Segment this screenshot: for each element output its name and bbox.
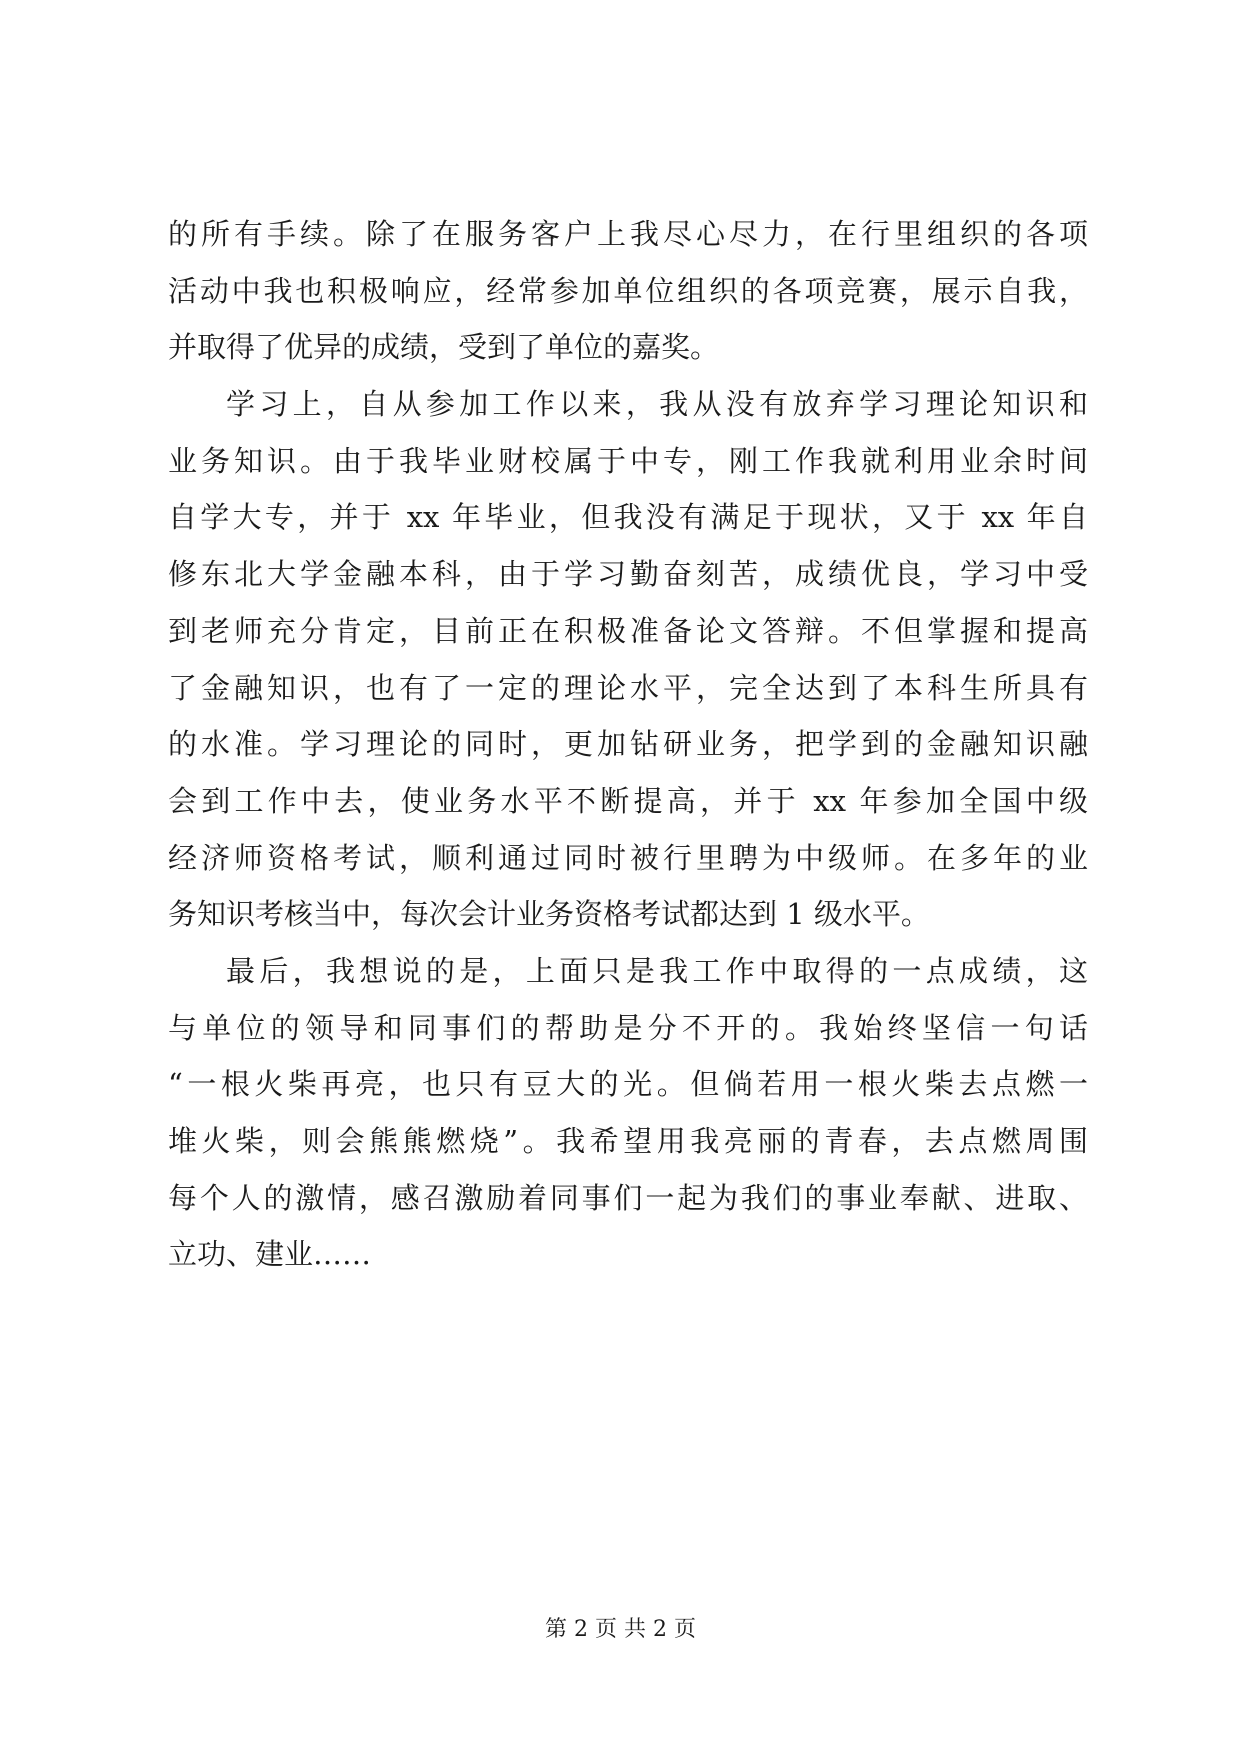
page-footer: 第 2 页 共 2 页 (545, 1617, 696, 1642)
text-line: 业务知识。由于我毕业财校属于中专，刚工作我就利用业余时间 (168, 443, 1088, 478)
document-body (168, 206, 1088, 1283)
text-line: 的所有手续。除了在服务客户上我尽心尽力，在行里组织的各项 (168, 217, 1088, 251)
text-line: 每个人的激情，感召激励着同事们一起为我们的事业奉献、进取、 (168, 1180, 1088, 1215)
text-line: 的水准。学习理论的同时，更加钻研业务，把学到的金融知识融 (168, 727, 1088, 762)
text-line: 修东北大学金融本科，由于学习勤奋刻苦，成绩优良，学习中受 (168, 557, 1088, 592)
text-line: 自学大专，并于 xx 年毕业，但我没有满足于现状，又于 xx 年自 (168, 500, 1088, 535)
text-line: 并取得了优异的成绩，受到了单位的嘉奖。 (168, 330, 720, 365)
text-line: 与单位的领导和同事们的帮助是分不开的。我始终坚信一句话 (168, 1010, 1088, 1045)
text-line: 经济师资格考试，顺利通过同时被行里聘为中级师。在多年的业 (168, 840, 1088, 875)
text-line: 学习上，自从参加工作以来，我从没有放弃学习理论知识和 (226, 387, 1088, 422)
text-line: 立功、建业…… (168, 1237, 372, 1272)
text-line: 活动中我也积极响应，经常参加单位组织的各项竞赛，展示自我， (168, 273, 1088, 308)
text-line: 堆火柴，则会熊熊燃烧”。我希望用我亮丽的青春，去点燃周围 (168, 1124, 1088, 1158)
text-line: 务知识考核当中，每次会计业务资格考试都达到 1 级水平。 (168, 897, 930, 932)
text-line: 最后，我想说的是，上面只是我工作中取得的一点成绩，这 (226, 953, 1088, 988)
text-line: 了金融知识，也有了一定的理论水平，完全达到了本科生所具有 (168, 670, 1088, 705)
text-line: 会到工作中去，使业务水平不断提高，并于 xx 年参加全国中级 (168, 783, 1088, 818)
text-line: “一根火柴再亮，也只有豆大的光。但倘若用一根火柴去点燃一 (168, 1067, 1088, 1102)
text-line: 到老师充分肯定，目前正在积极准备论文答辩。不但掌握和提高 (168, 613, 1088, 648)
